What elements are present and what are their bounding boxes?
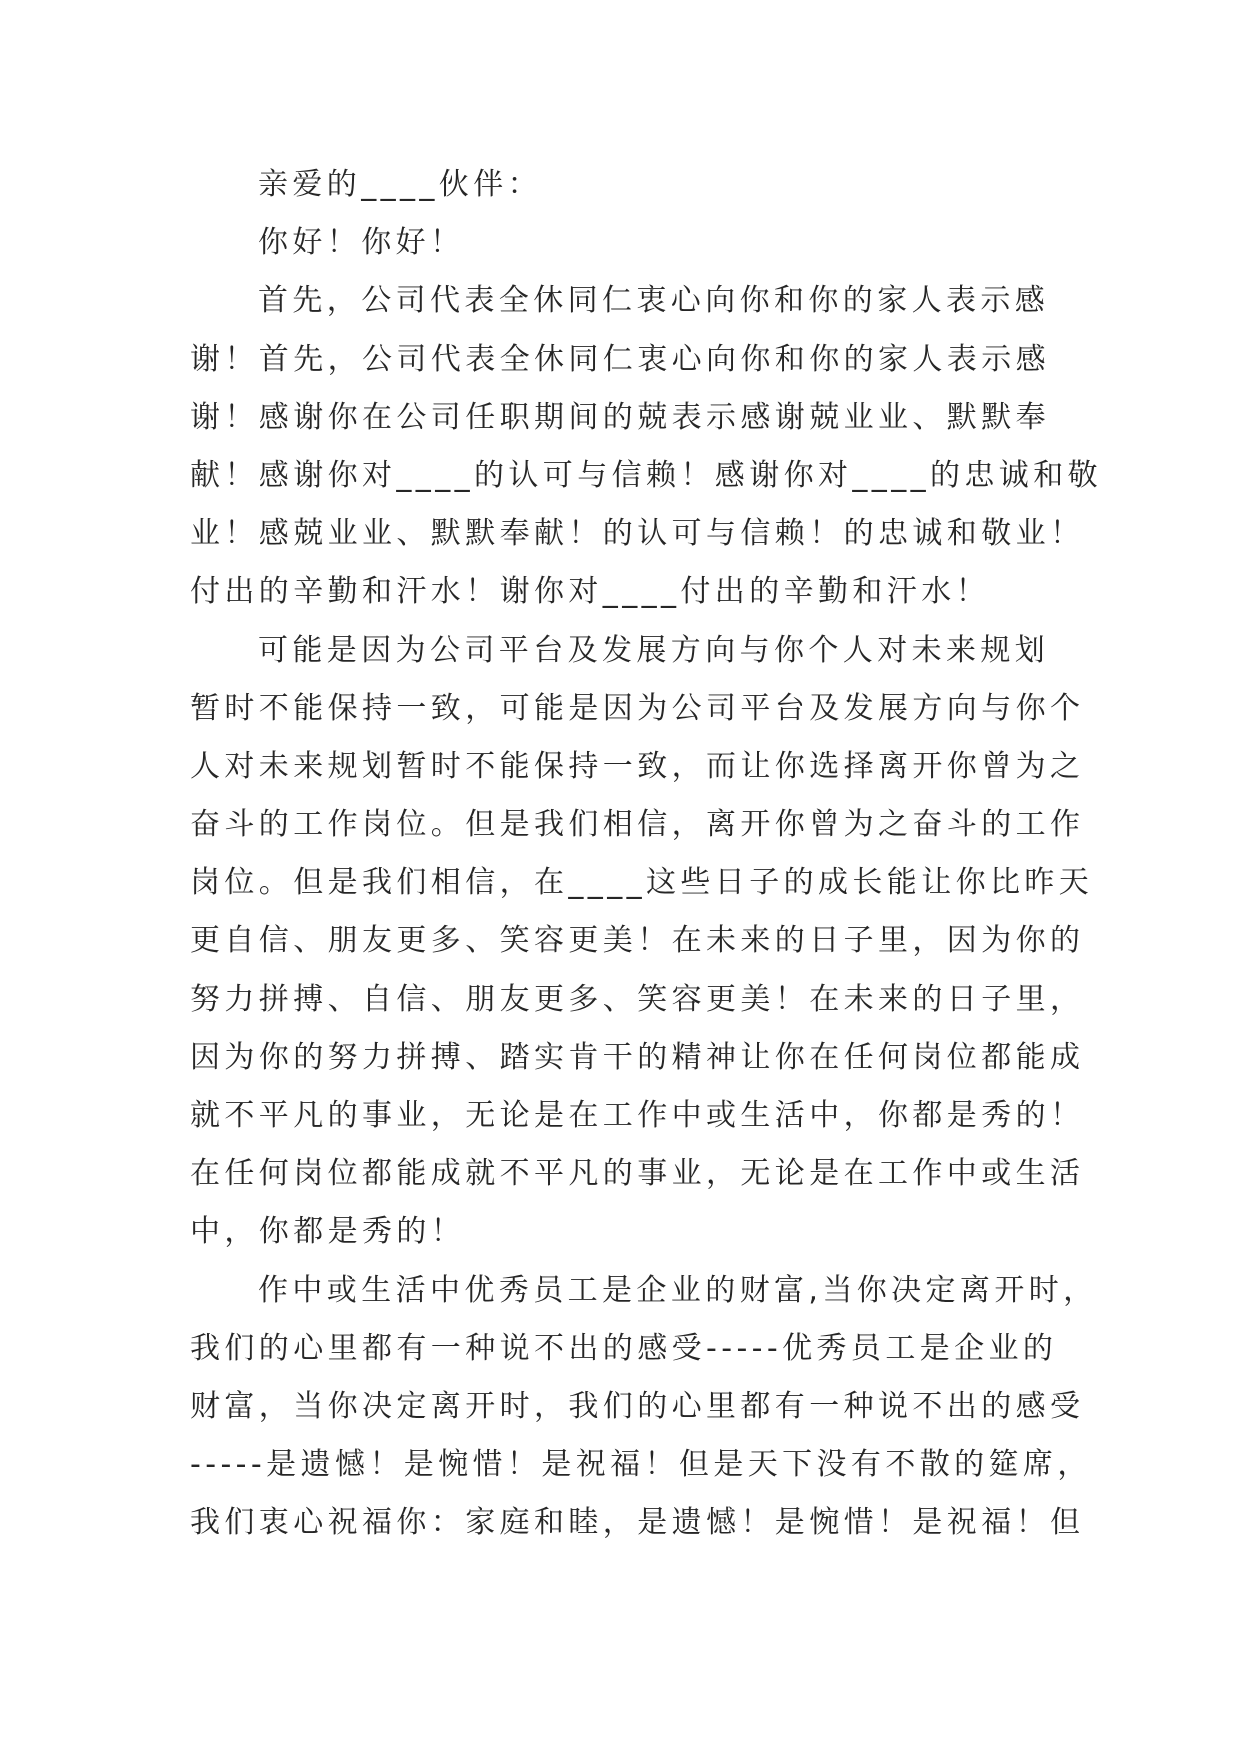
text-line: 暂时不能保持一致，可能是因为公司平台及发展方向与你个 <box>190 690 1085 726</box>
paragraph-first-line: 亲爱的____伙伴： <box>258 167 542 202</box>
text-line: 奋斗的工作岗位。但是我们相信，离开你曾为之奋斗的工作 <box>190 807 1085 843</box>
letter-body <box>190 156 1102 1553</box>
text-line: 中，你都是秀的！ <box>190 1214 466 1250</box>
paragraph-first-line: 可能是因为公司平台及发展方向与你个人对未来规划 <box>258 632 1050 668</box>
text-line: 业！感兢业业、默默奉献！的认可与信赖！的忠诚和敬业！ <box>190 516 1085 552</box>
text-line: 因为你的努力拼搏、踏实肯干的精神让你在任何岗位都能成 <box>190 1039 1085 1075</box>
text-line: 谢！首先，公司代表全休同仁衷心向你和你的家人表示感 <box>190 341 1050 377</box>
text-line: 更自信、朋友更多、笑容更美！在未来的日子里，因为你的 <box>190 923 1085 959</box>
text-line: 努力拼搏、自信、朋友更多、笑容更美！在未来的日子里， <box>190 981 1085 1017</box>
text-line: 在任何岗位都能成就不平凡的事业，无论是在工作中或生活 <box>190 1156 1085 1192</box>
text-line: 岗位。但是我们相信，在____这些日子的成长能让你比昨天 <box>190 865 1094 901</box>
text-line: 我们衷心祝福你：家庭和睦，是遗憾！是惋惜！是祝福！但 <box>190 1505 1085 1541</box>
text-line: -----是遗憾！是惋惜！是祝福！但是天下没有不散的筵席， <box>190 1447 1092 1483</box>
text-line: 财富，当你决定离开时，我们的心里都有一种说不出的感受 <box>190 1388 1085 1424</box>
paragraph-first-line: 你好！你好！ <box>258 225 465 261</box>
text-line: 我们的心里都有一种说不出的感受-----优秀员工是企业的 <box>190 1330 1058 1366</box>
text-line: 人对未来规划暂时不能保持一致，而让你选择离开你曾为之 <box>190 748 1085 784</box>
text-line: 就不平凡的事业，无论是在工作中或生活中，你都是秀的！ <box>190 1098 1085 1133</box>
paragraph-first-line: 作中或生活中优秀员工是企业的财富,当你决定离开时， <box>258 1272 1098 1308</box>
text-line: 谢！感谢你在公司任职期间的兢表示感谢兢业业、默默奉 <box>190 399 1050 435</box>
text-line: 付出的辛勤和汗水！谢你对____付出的辛勤和汗水！ <box>190 574 990 610</box>
text-line: 献！感谢你对____的认可与信赖！感谢你对____的忠诚和敬 <box>190 457 1102 493</box>
paragraph-first-line: 首先，公司代表全休同仁衷心向你和你的家人表示感 <box>258 283 1050 319</box>
